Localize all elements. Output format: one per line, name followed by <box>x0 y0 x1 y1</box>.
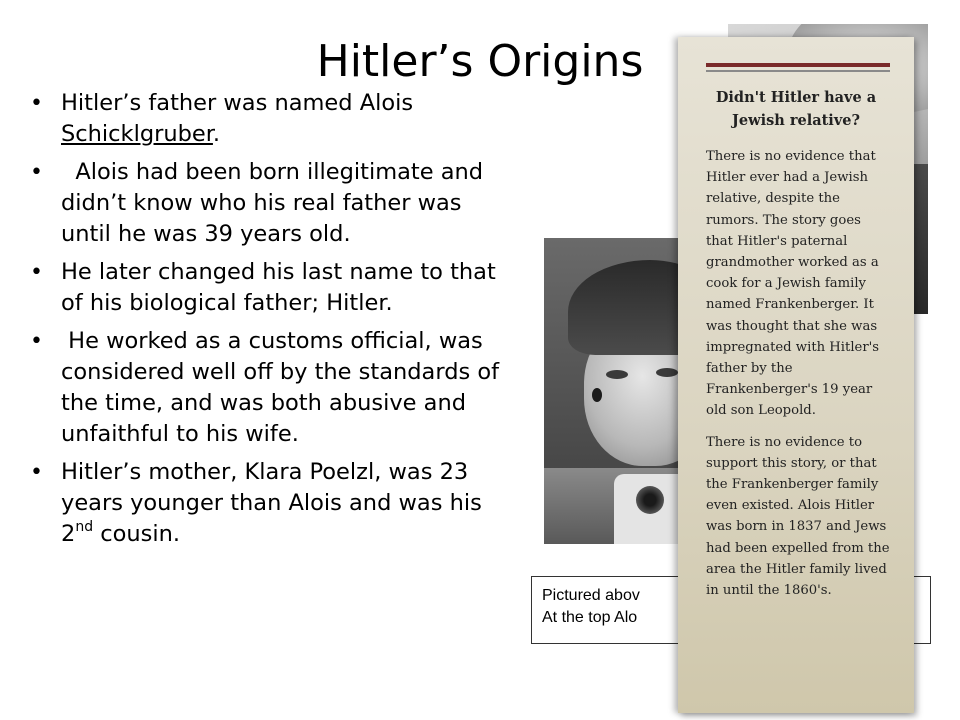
bullet-text: He later changed his last name to that of his biological father; Hitler. <box>61 259 496 316</box>
photo-earring <box>592 388 602 402</box>
photo-eye <box>656 368 678 377</box>
bullet-text: He worked as a customs official, was considered well off by the standards of the time, and was both abusive and unfaithful to his wife. <box>61 328 507 447</box>
bullet-item <box>30 457 500 550</box>
divider <box>706 70 890 72</box>
bullet-text: . <box>212 121 221 147</box>
accent-rule <box>706 63 890 67</box>
bullet-item <box>30 257 500 319</box>
photo-brooch <box>636 486 664 514</box>
portrait-photo-woman <box>544 238 694 544</box>
caption-line: Pictured abov <box>542 587 640 604</box>
bullet-text: Hitler’s father was named Alois <box>61 90 414 116</box>
bullet-item <box>30 157 500 250</box>
superscript: nd <box>75 518 94 535</box>
sidebar-card <box>678 37 914 713</box>
bullet-list <box>30 88 507 557</box>
sidebar-heading: Didn't Hitler have a Jewish relative? <box>715 89 877 129</box>
bullet-text: Hitler’s mother, Klara Poelzl, was 23 years younger than Alois and was his 2 <box>61 459 482 547</box>
bullet-text: Alois had been born illegitimate and didn’t know who his real father was until he was 39 years old. <box>61 159 491 247</box>
caption-line: At the top Alo <box>542 609 638 626</box>
bullet-item <box>30 326 507 450</box>
photo-eye <box>606 370 628 379</box>
slide-title: Hitler’s Origins <box>316 36 644 87</box>
underlined-name: Schicklgruber <box>61 121 213 147</box>
bullet-item <box>30 88 500 150</box>
sidebar-paragraph: There is no evidence to support this story, or that the Frankenberger family even existed. Alois Hitler was born in 1837 and Jews had been expelled from the area the Hitler family lived in until the 1860's. <box>706 434 890 599</box>
bullet-text: cousin. <box>93 521 181 547</box>
sidebar-paragraph: There is no evidence that Hitler ever had a Jewish relative, despite the rumors. The story goes that Hitler's paternal grandmother worked as a cook for a Jewish family named Frankenberger. It was thought that she was impregnated with Hitler's father by the Frankenberger's 19 year old son Leopold. <box>706 149 880 419</box>
photo-hair <box>568 260 694 355</box>
